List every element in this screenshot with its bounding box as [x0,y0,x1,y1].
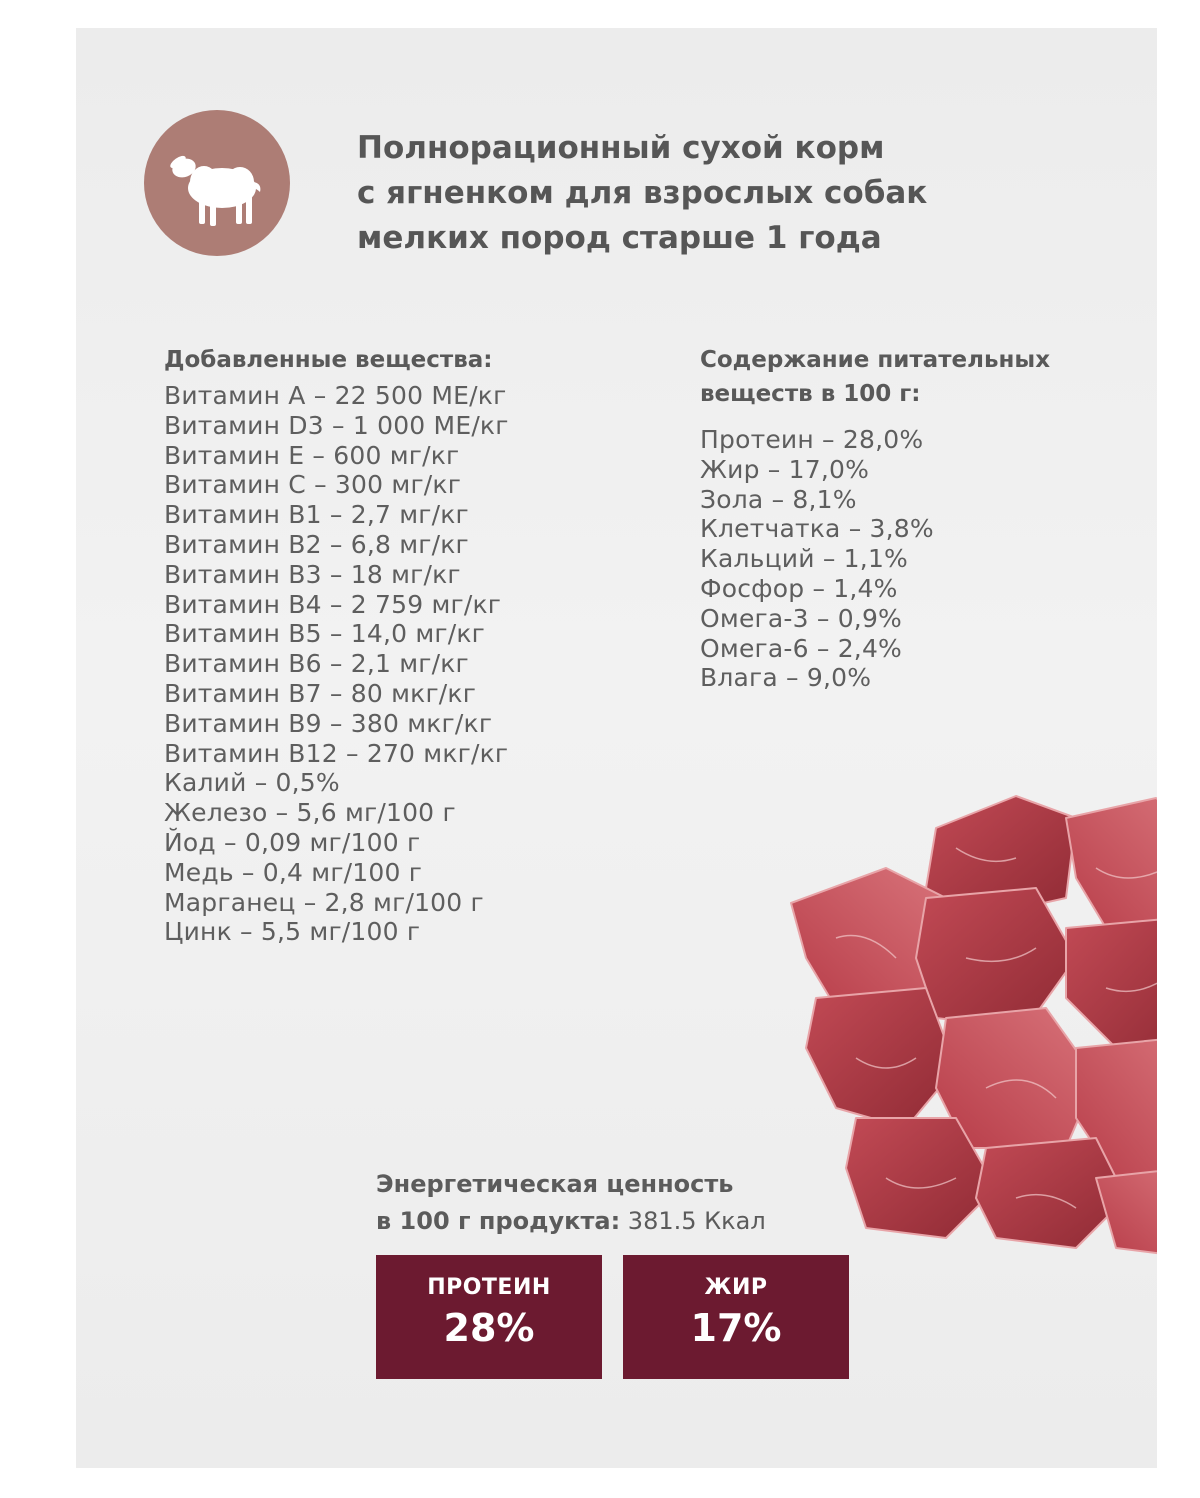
list-item: Кальций – 1,1% [700,544,909,574]
product-card [76,28,1157,1468]
energy-kcal: 381.5 Ккал [620,1207,766,1235]
list-item: Цинк – 5,5 мг/100 г [164,917,421,947]
product-title [357,126,1077,261]
list-item: Витамин В4 – 2 759 мг/кг [164,589,502,619]
list-item: Медь – 0,4 мг/100 г [164,857,423,887]
nutrients-title: Содержание питательных [700,347,1051,373]
protein-badge [376,1255,602,1379]
lamb-logo [144,110,290,256]
energy-label-2: в 100 г продукта: [376,1207,621,1235]
list-item: Протеин – 28,0% [700,425,924,454]
list-item: Марганец – 2,8 мг/100 г [164,887,484,917]
lamb-icon [144,110,290,256]
title-line: с ягненком для взрослых собак [357,175,928,211]
meat-image [776,788,1157,1258]
energy-value [376,1166,766,1240]
list-item: Витамин А – 22 500 МЕ/кг [164,381,507,410]
badge-value: 28% [443,1306,535,1350]
list-item: Фосфор – 1,4% [700,573,898,603]
list-item: Йод – 0,09 мг/100 г [164,827,421,857]
badge-label: ПРОТЕИН [427,1275,551,1300]
badge-value: 17% [690,1306,782,1350]
title-line: Полнорационный сухой корм [357,130,885,166]
list-item: Витамин В1 – 2,7 мг/кг [164,500,469,530]
nutrients-section [700,343,1050,693]
nutrients-title: веществ в 100 г: [700,381,921,407]
list-item: Витамин В7 – 80 мкг/кг [164,678,477,708]
badge-label: ЖИР [704,1275,768,1300]
title-line: мелких пород старше 1 года [357,220,882,256]
list-item: Жир – 17,0% [700,454,870,484]
list-item: Витамин В9 – 380 мкг/кг [164,708,493,738]
additives-title: Добавленные вещества: [164,347,493,373]
list-item: Витамин С – 300 мг/кг [164,470,462,500]
additives-list [164,381,509,947]
list-item: Железо – 5,6 мг/100 г [164,798,456,828]
list-item: Витамин В2 – 6,8 мг/кг [164,529,469,559]
energy-label: Энергетическая ценность [376,1170,734,1198]
nutrients-list [700,425,1050,693]
list-item: Клетчатка – 3,8% [700,514,934,544]
list-item: Влага – 9,0% [700,663,872,693]
list-item: Витамин D3 – 1 000 МЕ/кг [164,410,509,440]
additives-section [164,343,509,947]
list-item: Витамин В3 – 18 мг/кг [164,559,461,589]
list-item: Витамин Е – 600 мг/кг [164,440,460,470]
list-item: Калий – 0,5% [164,768,340,798]
list-item: Витамин В5 – 14,0 мг/кг [164,619,485,649]
list-item: Зола – 8,1% [700,484,857,514]
list-item: Омега-6 – 2,4% [700,633,903,663]
fat-badge [623,1255,849,1379]
list-item: Витамин В12 – 270 мкг/кг [164,738,509,768]
list-item: Витамин В6 – 2,1 мг/кг [164,649,469,679]
list-item: Омега-3 – 0,9% [700,603,903,633]
